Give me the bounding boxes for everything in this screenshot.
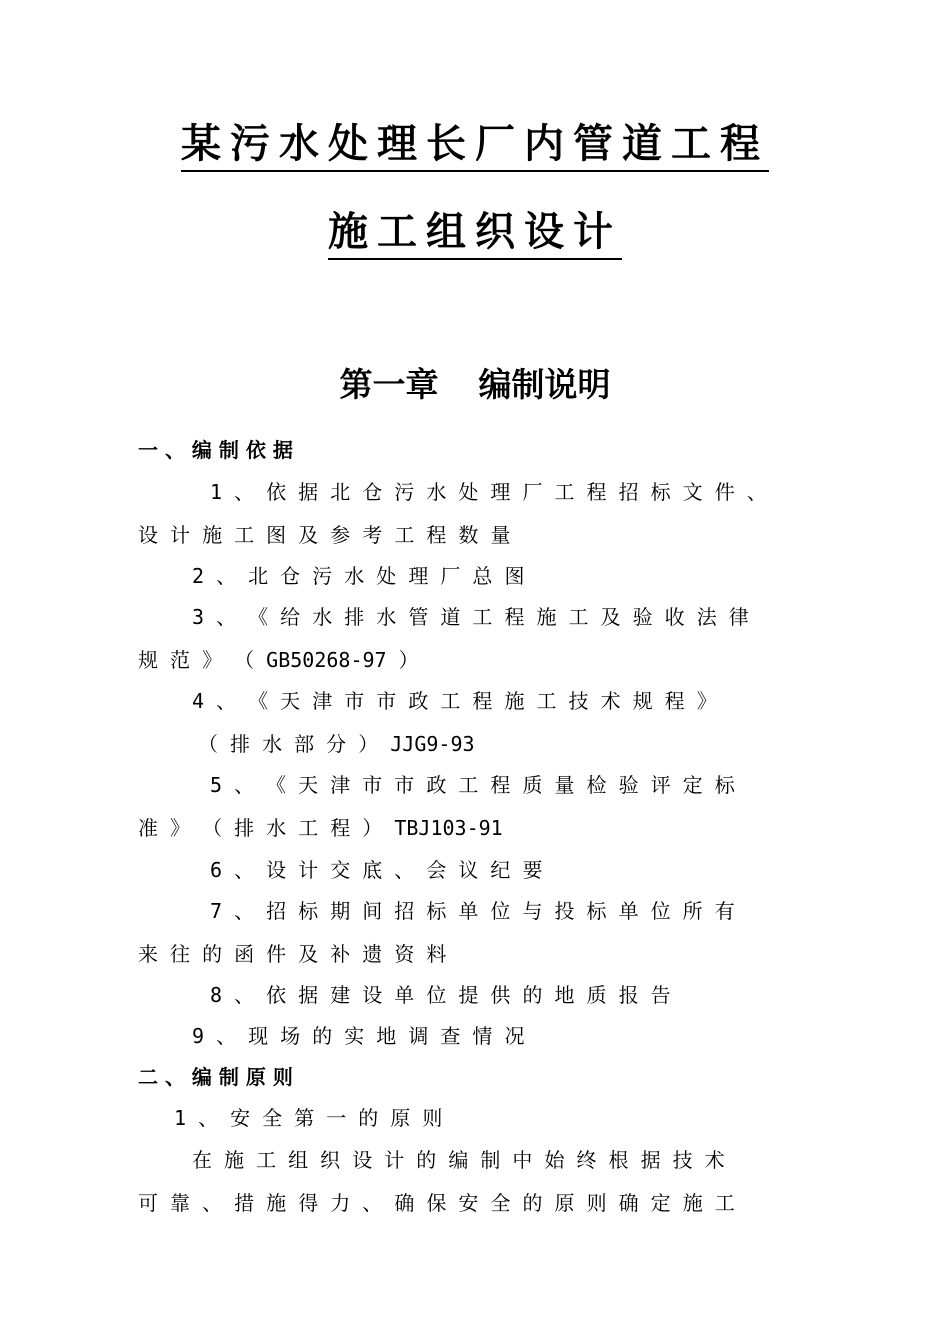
paragraph-line: 3 、 《 给 水 排 水 管 道 工 程 施 工 及 验 收 法 律: [192, 605, 749, 629]
paragraph-line: 规 范 》 （ GB50268-97 ）: [138, 648, 419, 672]
paragraph-line: 准 》 （ 排 水 工 程 ） TBJ103-91: [138, 816, 503, 840]
paragraph-line: 1 、 安 全 第 一 的 原 则: [174, 1106, 443, 1130]
paragraph-line: （ 排 水 部 分 ） JJG9-93: [198, 732, 475, 756]
document-title-line1: [0, 121, 950, 167]
paragraph-line: 4 、 《 天 津 市 市 政 工 程 施 工 技 术 规 程 》: [192, 689, 717, 713]
document-title-line2: [0, 209, 950, 255]
chapter-title: 编制说明: [478, 365, 611, 404]
paragraph-line: 设 计 施 工 图 及 参 考 工 程 数 量: [138, 523, 511, 547]
paragraph-line: 6 、 设 计 交 底 、 会 议 纪 要: [210, 858, 543, 882]
section-heading-principles: 二 、 编 制 原 则: [138, 1065, 293, 1089]
paragraph-line: 8 、 依 据 建 设 单 位 提 供 的 地 质 报 告: [210, 983, 671, 1007]
paragraph-line: 在 施 工 组 织 设 计 的 编 制 中 始 终 根 据 技 术: [192, 1148, 725, 1172]
section-heading-basis: 一 、 编 制 依 据: [138, 438, 293, 462]
chapter-heading: [0, 365, 950, 404]
paragraph-line: 来 往 的 函 件 及 补 遗 资 料: [138, 942, 447, 966]
paragraph-line: 可 靠 、 措 施 得 力 、 确 保 安 全 的 原 则 确 定 施 工: [138, 1191, 735, 1215]
chapter-number: 第一章: [339, 365, 439, 404]
paragraph-line: 5 、 《 天 津 市 市 政 工 程 质 量 检 验 评 定 标: [210, 773, 735, 797]
paragraph-line: 1 、 依 据 北 仓 污 水 处 理 厂 工 程 招 标 文 件 、: [210, 480, 767, 504]
paragraph-line: 9 、 现 场 的 实 地 调 查 情 况: [192, 1024, 525, 1048]
title-line1-text: 某污水处理长厂内管道工程: [181, 121, 769, 172]
paragraph-line: 2 、 北 仓 污 水 处 理 厂 总 图: [192, 564, 525, 588]
paragraph-line: 7 、 招 标 期 间 招 标 单 位 与 投 标 单 位 所 有: [210, 899, 735, 923]
title-line2-text: 施工组织设计: [328, 209, 622, 260]
